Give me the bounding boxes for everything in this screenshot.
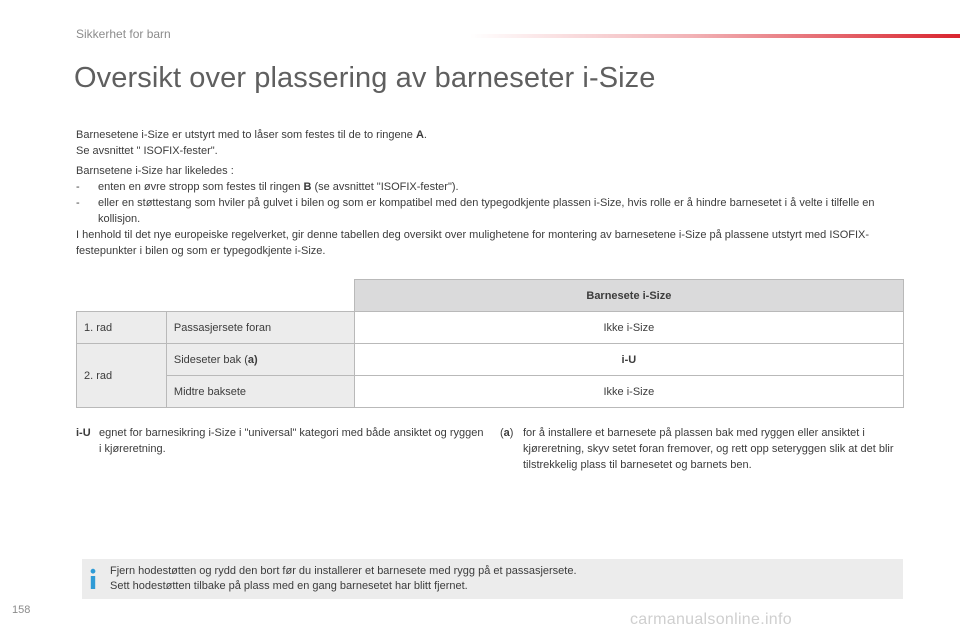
page-title: Oversikt over plassering av barneseter i-Size (74, 62, 656, 94)
ring-a-label: A (415, 129, 424, 141)
seat-label: Passasjersete foran (166, 312, 354, 344)
bullet-item-strap: - enten en øvre stropp som festes til ringen B (se avsnittet "ISOFIX-fester"). (76, 181, 459, 193)
table-header: Barnesete i-Size (354, 280, 903, 312)
table-row (77, 344, 904, 376)
bullet-dash: - (76, 197, 80, 209)
seat-value: Ikke i-Size (354, 376, 903, 408)
intro-line-1: Barnesetene i-Size er utstyrt med to låser som festes til de to ringene A. (76, 129, 427, 141)
features-paragraph (76, 163, 906, 259)
legend-key: i-U (76, 427, 91, 439)
bullet-item-support-leg: - eller en støttestang som hviler på gulvet i bilen og som er kompatibel med den typegodkjente plassen i-Size, hvis rolle er å hindre barnesetet i å velte i tilfelle en kollisjon. (76, 197, 875, 225)
row-label: 1. rad (77, 312, 167, 344)
info-box (82, 559, 903, 599)
intro-line-2: Se avsnittet " ISOFIX-fester". (76, 145, 218, 157)
info-icon (82, 559, 104, 599)
bullet-dash: - (76, 181, 80, 193)
info-text: Fjern hodestøtten og rydd den bort før du installerer et barnesete med rygg på et passasjersete. Sett hodestøtten tilbake på plass med en gang barnesetet har blitt fjernet. (110, 565, 577, 592)
legend-iu (76, 425, 486, 457)
seat-value: i-U (354, 344, 903, 376)
legend-key: (a) (500, 427, 514, 439)
table-empty-corner (77, 280, 355, 312)
legend-text: for å installere et barnesete på plassen bak med ryggen eller ansiktet i kjøreretning, skyv setet foran fremover, og rett opp seteryggen slik at det blir tilstrekkelig plass til barnesetet og barnets ben. (523, 427, 894, 471)
watermark: carmanualsonline.info (630, 611, 792, 628)
table-row (77, 376, 904, 408)
seat-value: Ikke i-Size (354, 312, 903, 344)
seat-label: Sideseter bak (a) (166, 344, 354, 376)
regulation-text: I henhold til det nye europeiske regelverket, gir denne tabellen deg oversikt over mulighetene for montering av barnesetene i-Size på plassene utstyrt med ISOFIX-festepunkter i bilen og som er typegodkjente i-Size. (76, 229, 870, 257)
seat-label: Midtre baksete (166, 376, 354, 408)
header-rule (470, 34, 960, 38)
table-header-row (77, 280, 904, 312)
features-lead: Barnsetene i-Size har likeledes : (76, 165, 234, 177)
intro-paragraph (76, 127, 906, 159)
legend-text: egnet for barnesikring i-Size i "universal" kategori med både ansiktet og ryggen i kjøreretning. (99, 427, 484, 455)
isize-table (76, 279, 904, 408)
page-number: 158 (12, 604, 31, 616)
row-label: 2. rad (77, 344, 167, 408)
section-header: Sikkerhet for barn (76, 27, 171, 41)
legend-a (500, 425, 905, 473)
table-row (77, 312, 904, 344)
ring-b-label: B (303, 181, 312, 193)
